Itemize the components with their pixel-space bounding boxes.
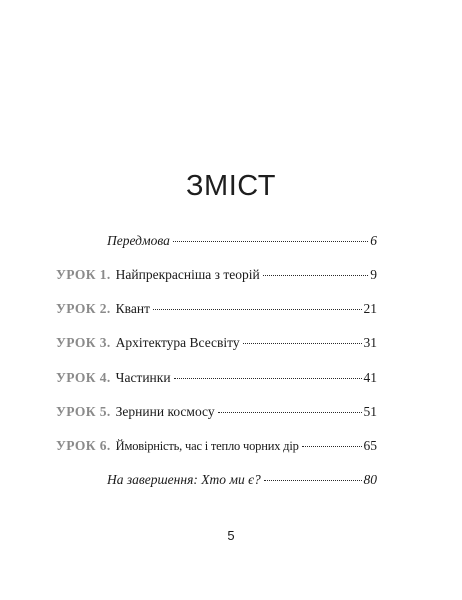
lesson-number: УРОК 6. [56, 438, 111, 453]
toc-page-number: 41 [363, 370, 377, 385]
lesson-number: УРОК 2. [56, 301, 111, 316]
toc-entry-lesson-5[interactable] [56, 403, 377, 421]
lesson-number: УРОК 1. [56, 267, 111, 282]
lesson-number: УРОК 5. [56, 404, 111, 419]
toc-entry-title: Архітектура Всесвіту [115, 335, 240, 350]
toc-page-number: 80 [363, 472, 377, 487]
toc-entry-title: Квант [115, 301, 150, 316]
toc-entry-lesson-3[interactable] [56, 334, 377, 352]
toc-entry-title: Частинки [115, 370, 171, 385]
dot-leader [153, 309, 362, 310]
toc-page-number: 9 [370, 267, 377, 282]
dot-leader [243, 343, 362, 344]
toc-entry-title: Ймовірність, час і тепло чорних дір [115, 439, 299, 453]
toc-entry-conclusion[interactable] [107, 471, 377, 489]
toc-page-number: 31 [363, 335, 377, 350]
lesson-number: УРОК 4. [56, 370, 111, 385]
dot-leader [218, 412, 362, 413]
toc-entry-title: Найпрекрасніша з теорій [115, 267, 260, 282]
toc-page-number: 6 [370, 233, 377, 248]
page-title: ЗМІСТ [186, 170, 276, 202]
page-number: 5 [227, 528, 235, 543]
dot-leader [302, 446, 362, 447]
toc-entry-title: Передмова [107, 233, 170, 248]
toc-entry-title: Зернини космосу [115, 404, 215, 419]
toc-entry-lesson-4[interactable] [56, 369, 377, 387]
toc-page-number: 21 [363, 301, 377, 316]
toc-page-number: 51 [363, 404, 377, 419]
lesson-number: УРОК 3. [56, 335, 111, 350]
dot-leader [264, 480, 362, 481]
toc-entry-preface[interactable] [107, 232, 377, 250]
toc-page-number: 65 [363, 438, 377, 453]
dot-leader [263, 275, 369, 276]
toc-entry-lesson-2[interactable] [56, 300, 377, 318]
dot-leader [174, 378, 362, 379]
toc-entry-title: На завершення: Хто ми є? [107, 472, 261, 487]
toc-entry-lesson-6[interactable] [56, 437, 377, 455]
dot-leader [173, 241, 368, 242]
toc-entry-lesson-1[interactable] [56, 266, 377, 284]
